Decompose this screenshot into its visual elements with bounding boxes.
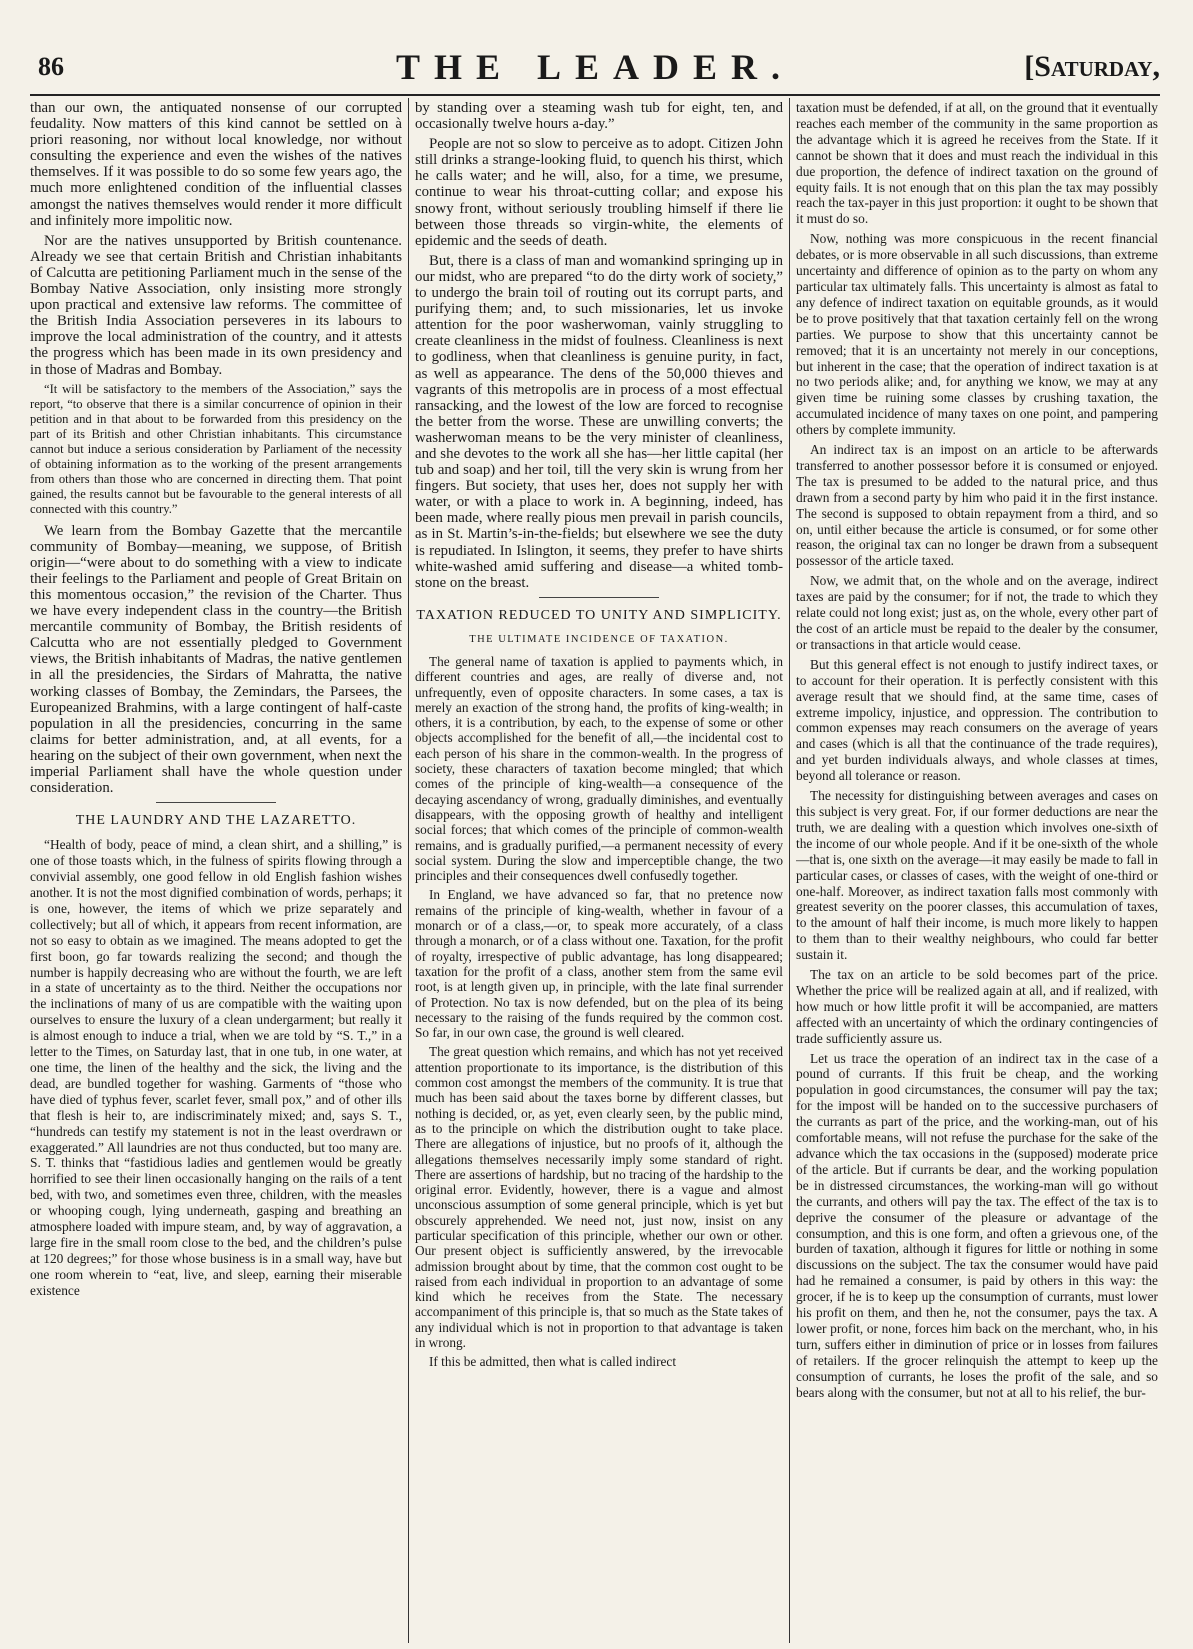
block-quote: “It will be satisfactory to the members of the Association,” says the report, “to observe that there is a similar concurrence of opinion in their petition and in that about to be forwarded from this presidency on the part of its British and other Christian inhabitants. This circumstance cannot but induce a serious consideration by Parliament of the necessity of obtaining information as to the working of the present arrangements from others than those who are concerned in directing them. That point gained, the results cannot but be favourable to the general interests of all connected with this country.” [30, 381, 402, 516]
column-3 [796, 100, 1158, 1640]
section-divider [539, 597, 659, 598]
paragraph: taxation must be defended, if at all, on the ground that it eventually reaches each member of the community in the same proportion as the advantage which it is agreed he receives from the State. If it cannot be shown that it does and must reach the individual in this due proportion, the defence of indirect taxation on the ground of equity fails. It is not enough that on this plan the tax may possibly reach the tax-payer in this just proportion: it ought to be shown that it must do so. [796, 100, 1158, 227]
paragraph: Nor are the natives unsupported by British countenance. Already we see that certain British and Christian inhabitants of Calcutta are petitioning Parliament much in the sense of the Bombay Native Association, only insisting more strongly upon practical and extensive law reforms. The committee of the British India Association perseveres in its labours to improve the local administration of the country, and it attests the progress which has been made in its own presidency and in those of Madras and Bombay. [30, 232, 402, 378]
article-subheading: THE ULTIMATE INCIDENCE OF TAXATION. [469, 633, 729, 645]
paragraph: In England, we have advanced so far, that no pretence now remains of the principle of king-wealth, whether in favour of a monarch or of a class,—or, to speak more accurately, of a class through a monarch, or of a class without one. Taxation, for the profit of royalty, irrespective of public advantage, has long disappeared; taxation for the profit of a class, another stem from the same evil root, is at length given up, in principle, with the late final surrender of Protection. No tax is now defended, but on the plea of its being necessary to the raising of the funds required by the common cost. So far, in our own case, the ground is well cleared. [415, 887, 783, 1041]
paragraph: The tax on an article to be sold becomes part of the price. Whether the price will be realized again at all, and if realized, with how much or how little profit it will be accompanied, are matters affected with an uncertainty of which the ordinary contingencies of trade sufficiently assure us. [796, 967, 1158, 1046]
column-1 [30, 100, 402, 1640]
paragraph: But, there is a class of man and womankind springing up in our midst, who are prepared “to do the dirty work of society,” to undergo the brain toil of routing out its corrupt parts, and purifying them; and, to such missionaries, let us invoke attention for the poor washerwoman, vainly struggling to create cleanliness in the midst of foulness. Cleanliness is next to godliness, when that cleanliness is genuine purity, in fact, as well as appearance. The dens of the 50,000 thieves and vagrants of this metropolis are in process of a most effectual ransacking, and the lowest of the low are forced to recognise the better from the worse. These are unwilling converts; the washerwoman means to be the very minister of cleanliness, and she devotes to the work all she has—her little capital (her tub and soap) and her toil, till the very skin is wrung from her fingers. But society, that uses her, does not supply her with water, or with a place to work in. A beginning, indeed, has been made, where really pious men prevail in parish councils, as in St. Martin’s-in-the-fields; but elsewhere we see the duty is repudiated. In Islington, it seems, they prefer to have shirts white-washed amid suffering and disease—a whited tomb-stone on the breast. [415, 252, 783, 591]
masthead-rule [30, 94, 1160, 96]
paragraph: We learn from the Bombay Gazette that the mercantile community of Bombay—meaning, we suppose, of British origin—“were about to do something with a view to indicate their feelings to the Parliament and people of Great Britain on this momentous occasion,” the revision of the Charter. Thus we have every independent class in the country—the British mercantile community of Bombay, the British residents of Calcutta who are not essentially pledged to Government views, the British inhabitants of Madras, the native gentlemen in all the presidencies, the Sirdars of Mahratta, the native working classes of Bombay, the Zemindars, the Parsees, the Europeanized Brahmins, with a large contingent of half-caste population in all the presidencies, concurring in the same claims for better administration, and, at all events, for a hearing on the subject of their own government, when next the imperial Parliament shall have the whole question under consideration. [30, 522, 402, 797]
paragraph: People are not so slow to perceive as to adopt. Citizen John still drinks a strange-looking fluid, to quench his thirst, which he calls water; and he will, also, for a time, we presume, continue to wear his throat-cutting collar; and expose his snowy front, without seriously troubling himself if there lie between those threads so virgin-white, the elements of epidemic and the seeds of death. [415, 136, 783, 249]
paragraph: than our own, the antiquated nonsense of our corrupted feudality. Now matters of this kind cannot be settled on à priori reasoning, nor without local knowledge, nor without consulting the experience and even the wishes of the natives themselves. If it was possible to do so some few years ago, the much more enlightened condition of the influential classes amongst the natives themselves would render it more difficult and infinitely more impolitic now. [30, 100, 402, 229]
column-divider [408, 98, 409, 1643]
article-heading: TAXATION REDUCED TO UNITY AND SIMPLICITY. [416, 607, 782, 623]
masthead [30, 42, 1160, 88]
paragraph: An indirect tax is an impost on an article to be afterwards transferred to another possessor before it is consumed or enjoyed. The tax is presumed to be added to the natural price, and thus drawn from a second party by him who paid it in the first instance. The second is supposed to obtain repayment from a third, and so on, until either because the article is consumed, or for some other reason, the original tax can no longer be drawn from a subsequent possessor of the article taxed. [796, 442, 1158, 569]
newspaper-title: THE LEADER. [395, 47, 795, 87]
paragraph: Now, we admit that, on the whole and on the average, indirect taxes are paid by the consumer; for if not, the trade to which they relate could not long exist; just as, on the whole, every other part of the cost of an article must be repaid to the dealer by the consumer, or transactions in that article would cease. [796, 573, 1158, 652]
paragraph: “Health of body, peace of mind, a clean shirt, and a shilling,” is one of those toasts which, in the fulness of spirits flowing through a convivial assembly, one good fellow in old English fashion wishes another. It is not the most dignified combination of words, perhaps; it is one, however, the items of which we prize separately and collectively; but all of which, it appears from recent information, are not so easy to obtain as we imagined. The means adopted to get the first boon, go far towards realizing the second; and though the number is happily decreasing who are without the fourth, we are left in a state of uncertainty as to the third. Neither the occupations nor the inclinations of many of us are compatible with the waiting upon ourselves to ensure the luxury of a clean undergarment; but really it is almost enough to induce a trial, when we are told by “S. T.,” in a letter to the Times, on Saturday last, that in one tub, in one water, at one time, the linen of the healthy and the sick, the living and the dead, are bundled together for washing. Garments of “those who have died of typhus fever, scarlet fever, small pox,” and of other ills that flesh is heir to, are indiscriminately mixed; and, says S. T., “hundreds can testify my statement is not in the least overdrawn or exaggerated.” All laundries are not thus conducted, but too many are. S. T. thinks that “fastidious ladies and gentlemen would be greatly horrified to see their linen occasionally hanging on the rails of a tent bed, with two, and sometimes even three, children, with the measles or whooping cough, lying underneath, gasping and breathing an atmosphere loaded with impure steam, and, by way of aggravation, a large fire in the small room close to the bed, and the children’s pulse at 120 degrees;” for those whose business is in a small way, have but one room wherein to “eat, live, and sleep, earning their miserable existence [30, 837, 402, 1298]
paragraph: Let us trace the operation of an indirect tax in the case of a pound of currants. If this fruit be cheap, and the working population in good circumstances, the consumer will pay the tax; for the impost will be handed on to the successive purchasers of the currants as part of the price, and the working-man, out of his comfortable means, will not refuse the purchase for the sake of the advance which the tax occasions in the (supposed) moderate price of the article. But if currants be dear, and the working population be in distressed circumstances, the working-man will go without the currants, and others will pay the tax. The effect of the tax is to deprive the consumer of the pleasure or advantage of the consumption, and this is one form, and often a grievous one, of the burden of taxation, although it figures for little or nothing in some discussions on the subject. The tax the consumer would have paid had he remained a consumer, is paid by others in this way: the grocer, if he is to keep up the consumption of currants, must lower his profit on them, and then he, not the consumer, pays the tax. A lower profit, or none, forces him back on the merchant, who, in his turn, suffers either in diminution of price or in losses from failures of retailers. If the grocer relinquish the attempt to keep up the consumption of currants, he loses the profit of the sale, and so bears along with the consumer, but not at all to his relief, the bur- [796, 1050, 1158, 1400]
paragraph: The necessity for distinguishing between averages and cases on this subject is very great. For, if our former deductions are near the truth, we are dealing with a question which involves one-sixth of the income of our whole people. And if it be one-sixth of the whole—that is, one sixth on the average—it may easily be made to fall in particular cases, or classes of cases, with the weight of one-third or one-half. Moreover, as indirect taxation falls most commonly with greatest severity on the poorer classes, this accumulation of taxes, to the amount of half their income, is much more likely to happen to them than to their wealthy neighbours, who could far better sustain it. [796, 788, 1158, 963]
paragraph: If this be admitted, then what is called indirect [429, 1354, 677, 1370]
page-number: 86 [38, 52, 64, 81]
section-divider [156, 802, 276, 803]
column-2 [415, 100, 783, 1640]
paragraph: Now, nothing was more conspicuous in the recent financial debates, or is more observable in all such discussions, than extreme uncertainty and difference of opinion as to the party on whom any particular tax ultimately falls. This uncertainty is almost as fatal to any defence of indirect taxation on equitable grounds, as it would be to prove positively that that taxation certainly fell on the wrong parties. We purpose to show that this uncertainty cannot be removed; that it is an uncertainty not merely in our conceptions, but inherent in the case; that the operation of indirect taxation is at no two periods alike; and, for anything we know, we may at any given time be ruining some classes by crushing taxation, the accumulated incidence of many taxes on one point, and pampering others by complete immunity. [796, 231, 1158, 438]
paragraph: The great question which remains, and which has not yet received attention proportionate to its importance, is the distribution of this common cost amongst the members of the community. It is true that much has been said about the taxes borne by different classes, but nothing is decided, or, as yet, even clearly seen, by the public mind, as to the principle on which the distribution ought to take place. There are allegations of injustice, but no proofs of it, although the allegations themselves necessarily imply some standard of right. There are assertions of hardship, but no tracing of the hardship to the original error. Evidently, however, there is a vague and almost unconscious assumption of some general principle, which is yet but obscurely apprehended. We need not, just now, insist on any particular specification of this principle, whether our own or other. Our present object is sufficiently answered, by the irrevocable admission brought about by time, that the common cost ought to be raised from each individual in proportion to an advantage of some kind which he receives from the State. The necessary accompaniment of this principle is, that so much as the State takes of any individual which is not in proportion to that advantage is taken in wrong. [415, 1044, 783, 1351]
issue-day: [Saturday, [1024, 50, 1160, 83]
paragraph: But this general effect is not enough to justify indirect taxes, or to account for their operation. It is perfectly consistent with this average result that we should find, at the same time, cases of extreme impolicy, injustice, and oppression. The contribution to common expenses may reach consumers on the average of years and cases (which is all that the continuance of the trade requires), and yet burden individuals always, and whole classes at times, beyond all tolerance or reason. [796, 656, 1158, 784]
paragraph: The general name of taxation is applied to payments which, in different countries and ages, are really of diverse and, not unfrequently, even of opposite characters. In some cases, a tax is merely an exaction of the strong hand, the profits of king-wealth; in others, it is a contribution, by each, to the expense of some or other objects accomplished for the benefit of all,—the incidental cost to each person of his share in the common-wealth. In the progress of society, these characters of taxation become mingled; that which comes of the principle of king-wealth—a consequence of the decaying ascendancy of wrong, gradually diminishes, and eventually disappears, with the opposing growth of healthy and intelligent social forces; that which comes of the principle of common-wealth remains, and is gradually purified,—a permanent necessity of every social system. During the slow and imperceptible change, the two principles and their consequences dwell confusedly together. [415, 654, 783, 884]
article-heading: THE LAUNDRY AND THE LAZARETTO. [75, 813, 357, 829]
paragraph: by standing over a steaming wash tub for eight, ten, and occasionally twelve hours a-day.” [415, 100, 783, 133]
column-divider [789, 98, 790, 1643]
